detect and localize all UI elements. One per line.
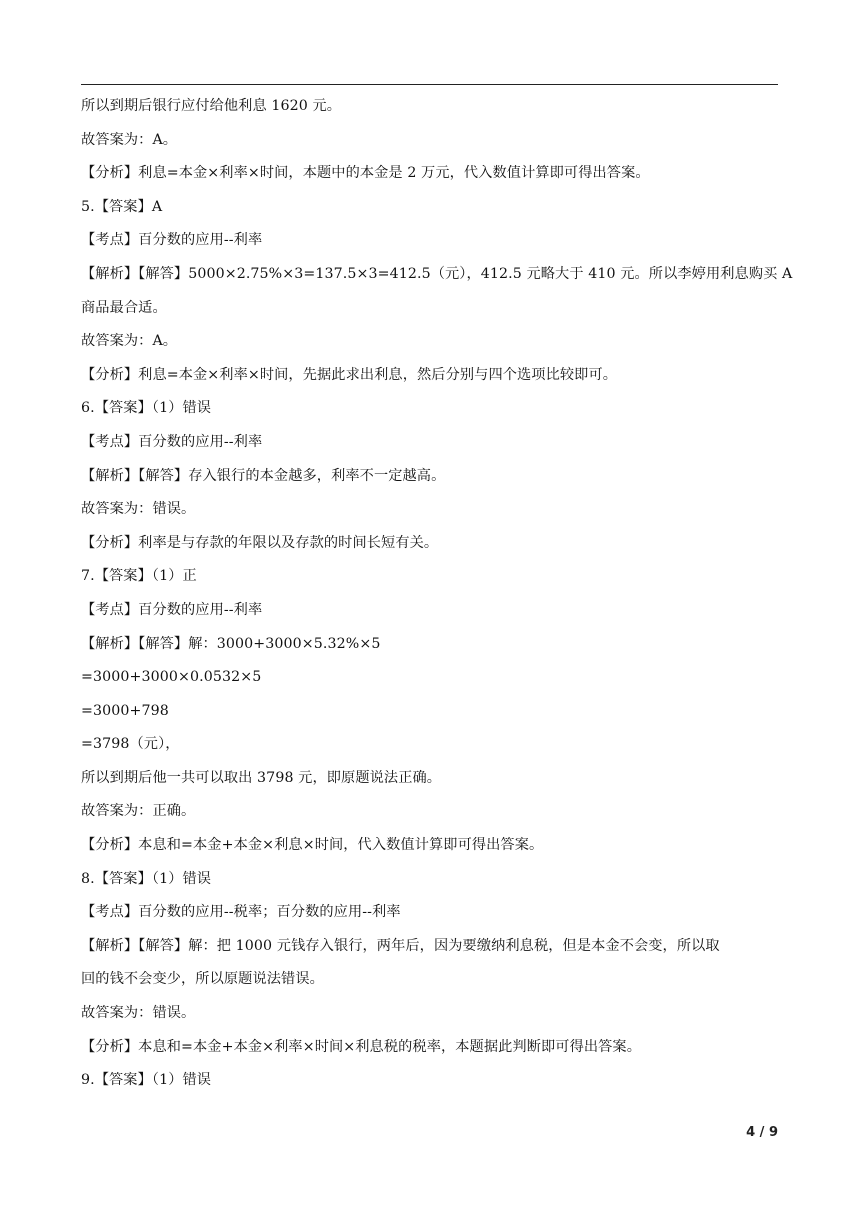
text-line: 【考点】百分数的应用--税率；百分数的应用--利率 <box>81 904 401 921</box>
text-line: 【分析】利息=本金×利率×时间，先据此求出利息，然后分别与四个选项比较即可。 <box>81 366 618 383</box>
text-line: 【分析】本息和=本金+本金×利率×时间×利息税的税率，本题据此判断即可得出答案。 <box>81 1038 642 1055</box>
text-line: 故答案为：错误。 <box>81 1005 196 1022</box>
text-line: =3798（元）， <box>81 736 180 753</box>
text-line: =3000+798 <box>81 702 169 719</box>
text-line: 回的钱不会变少，所以原题说法错误。 <box>81 971 324 988</box>
header-rule <box>81 84 778 85</box>
text-line: 【解析】【解答】解：把 1000 元钱存入银行，两年后，因为要缴纳利息税，但是本金不会变，所以取 <box>81 937 720 954</box>
text-line: 【解析】【解答】解：3000+3000×5.32%×5 <box>81 635 381 652</box>
question-answer-6: 6.【答案】（1）错误 <box>81 400 212 417</box>
text-line: 【考点】百分数的应用--利率 <box>81 601 263 618</box>
text-line: 【分析】利息=本金×利率×时间，本题中的本金是 2 万元，代入数值计算即可得出答案。 <box>81 165 650 182</box>
question-answer-8: 8.【答案】（1）错误 <box>81 870 212 887</box>
document-body <box>81 90 793 1098</box>
text-line: =3000+3000×0.0532×5 <box>81 669 262 686</box>
question-answer-7: 7.【答案】（1）正 <box>81 568 197 585</box>
page-number: 4 / 9 <box>746 1125 778 1140</box>
question-answer-5: 5.【答案】A <box>81 198 163 215</box>
text-line: 故答案为：正确。 <box>81 803 196 820</box>
text-line: 【考点】百分数的应用--利率 <box>81 232 263 249</box>
text-line: 【解析】【解答】存入银行的本金越多，利率不一定越高。 <box>81 467 446 484</box>
text-line: 所以到期后银行应付给他利息 1620 元。 <box>81 98 342 114</box>
text-line: 商品最合适。 <box>81 299 167 316</box>
text-line: 故答案为：A。 <box>81 131 178 148</box>
text-line: 故答案为：A。 <box>81 333 178 350</box>
question-answer-9: 9.【答案】（1）错误 <box>81 1072 212 1089</box>
text-line: 【分析】利率是与存款的年限以及存款的时间长短有关。 <box>81 534 439 551</box>
text-line: 所以到期后他一共可以取出 3798 元，即原题说法正确。 <box>81 769 442 786</box>
text-line: 【考点】百分数的应用--利率 <box>81 433 263 450</box>
text-line: 故答案为：错误。 <box>81 501 196 518</box>
text-line: 【分析】本息和=本金+本金×利息×时间，代入数值计算即可得出答案。 <box>81 837 544 854</box>
text-line: 【解析】【解答】5000×2.75%×3=137.5×3=412.5（元），412.5 元略大于 410 元。所以李婷用利息购买 A <box>81 265 793 282</box>
